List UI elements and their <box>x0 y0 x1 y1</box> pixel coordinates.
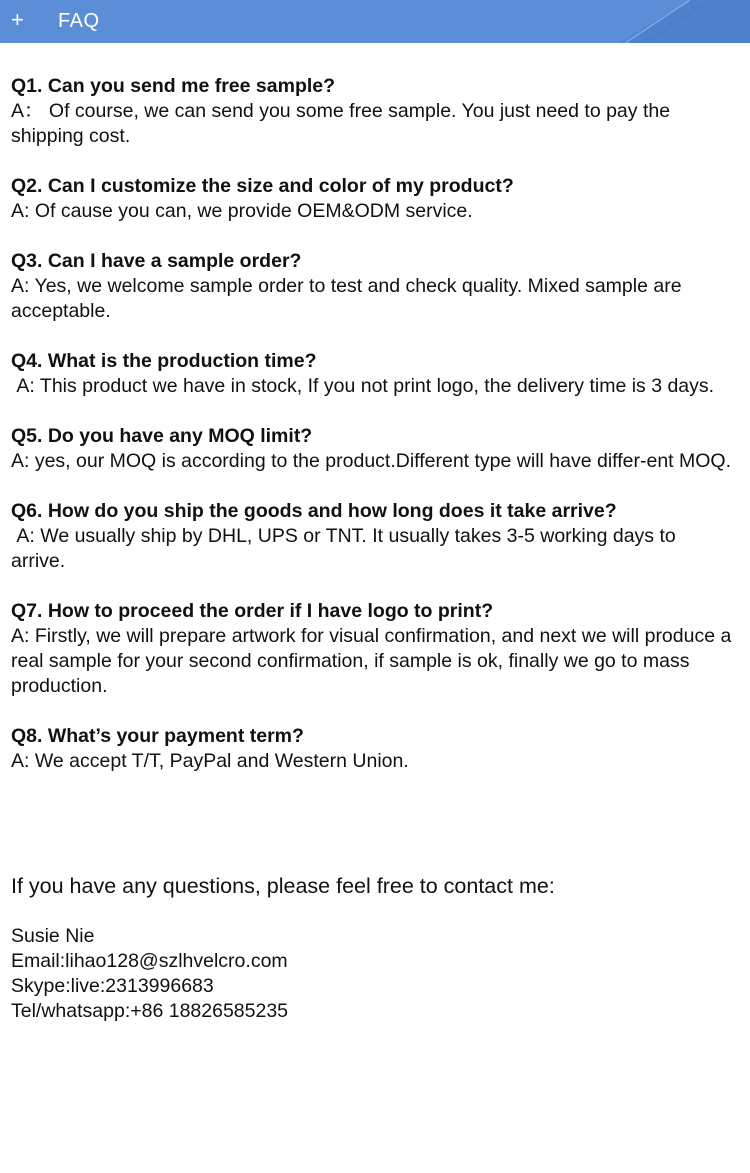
faq-question: Q8. What’s your payment term? <box>11 725 304 747</box>
header-title: FAQ <box>58 10 100 32</box>
faq-item-7 <box>11 599 743 699</box>
faq-list <box>11 74 743 799</box>
faq-question: Q2. Can I customize the size and color of my product? <box>11 175 514 197</box>
contact-skype: Skype:live:2313996683 <box>11 975 214 997</box>
faq-item-1 <box>11 74 743 149</box>
faq-item-3 <box>11 249 743 324</box>
plus-icon: + <box>11 7 24 32</box>
faq-question: Q4. What is the production time? <box>11 350 317 372</box>
faq-question: Q6. How do you ship the goods and how long does it take arrive? <box>11 500 617 522</box>
faq-answer: A: We usually ship by DHL, UPS or TNT. It usually takes 3-5 working days to arrive. <box>11 525 682 572</box>
faq-answer: A: Of cause you can, we provide OEM&ODM service. <box>11 200 473 222</box>
contact-intro: If you have any questions, please feel free to contact me: <box>11 874 555 898</box>
faq-header-bar <box>0 0 750 43</box>
faq-item-8 <box>11 724 743 774</box>
contact-name: Susie Nie <box>11 925 95 947</box>
faq-answer: A: yes, our MOQ is according to the product.Different type will have differ-ent MOQ. <box>11 450 732 472</box>
faq-item-6 <box>11 499 743 574</box>
faq-question: Q1. Can you send me free sample? <box>11 75 336 97</box>
faq-answer: A: We accept T/T, PayPal and Western Union. <box>11 750 409 772</box>
contact-section <box>11 872 743 1024</box>
faq-answer: A: Yes, we welcome sample order to test and check quality. Mixed sample are acceptable. <box>11 275 682 322</box>
contact-tel: Tel/whatsapp:+86 18826585235 <box>11 1000 289 1022</box>
faq-item-4 <box>11 349 743 399</box>
faq-question: Q5. Do you have any MOQ limit? <box>11 425 313 447</box>
faq-answer: A: This product we have in stock, If you not print logo, the delivery time is 3 days. <box>11 375 715 397</box>
faq-question: Q3. Can I have a sample order? <box>11 250 302 272</box>
contact-email[interactable]: Email:lihao128@szlhvelcro.com <box>11 950 288 972</box>
faq-question: Q7. How to proceed the order if I have logo to print? <box>11 600 494 622</box>
faq-item-2 <box>11 174 743 224</box>
faq-item-5 <box>11 424 743 474</box>
header-stripe-decoration <box>0 0 750 43</box>
faq-answer: A： Of course, we can send you some free sample. You just need to pay the shipping cost. <box>11 100 676 147</box>
faq-answer: A: Firstly, we will prepare artwork for visual confirmation, and next we will produce a real sample for your second confirmation, if sample is ok, finally we go to mass production. <box>11 625 732 697</box>
